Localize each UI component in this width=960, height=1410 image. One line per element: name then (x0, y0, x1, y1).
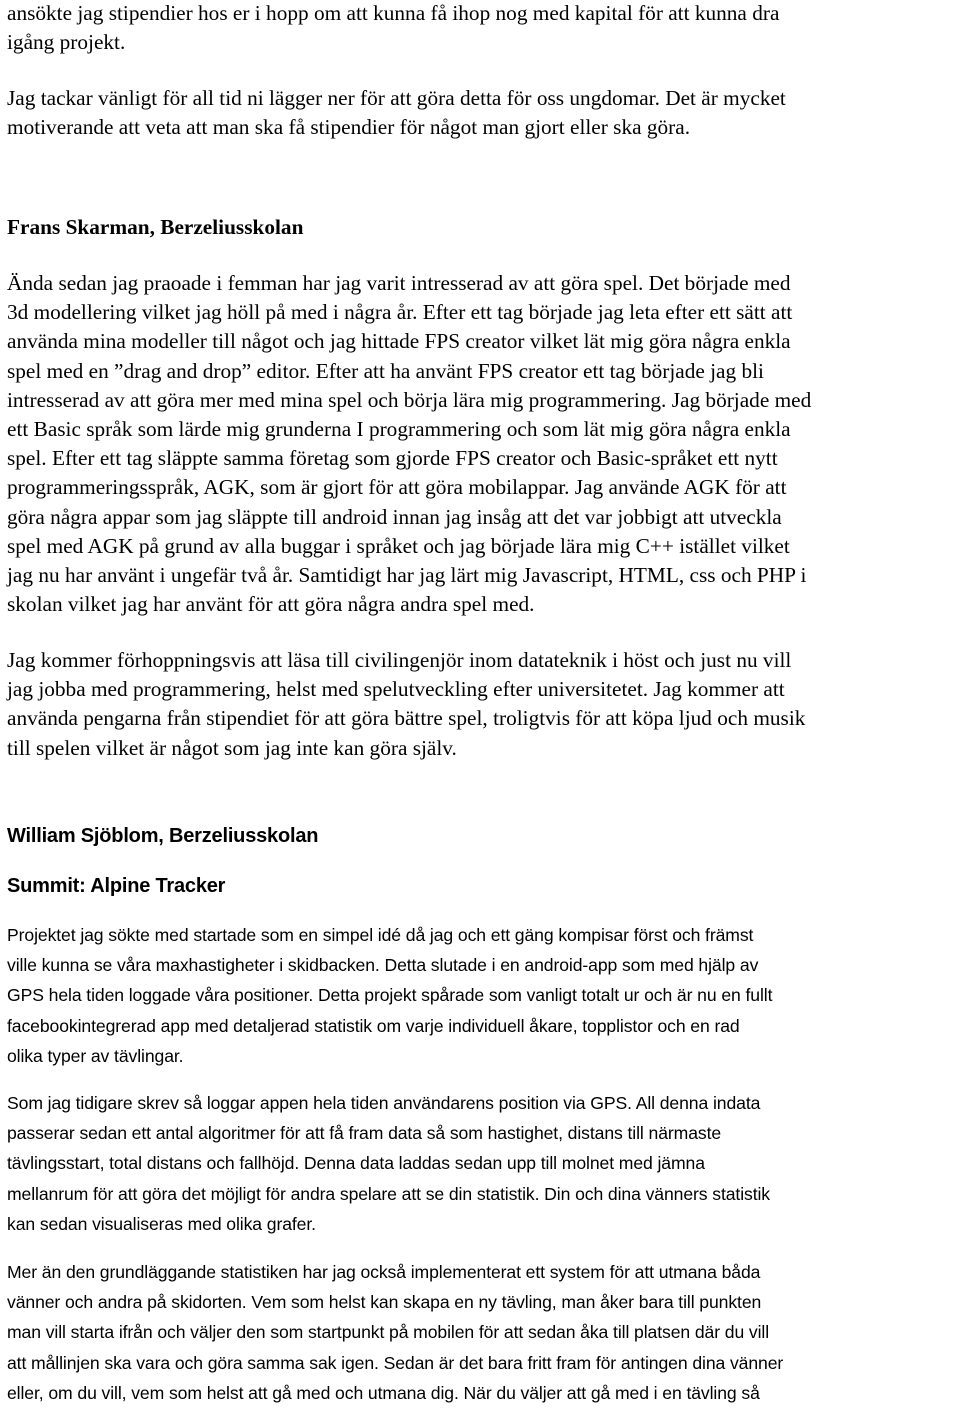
frans-heading: Frans Skarman, Berzeliusskolan (7, 215, 304, 239)
text-line: Ända sedan jag praoade i femman har jag varit intresserad av att göra spel. Det började med (7, 271, 791, 295)
text-line: man vill starta ifrån och väljer den som startpunkt på mobilen för att sedan åka till platsen där du vill (7, 1322, 770, 1343)
william-heading: William Sjöblom, Berzeliusskolan (7, 825, 319, 847)
text-line: använda mina modeller till något och jag hittade FPS creator vilket lät mig göra några enkla (7, 329, 791, 354)
text-line: göra några appar som jag släppte till android innan jag insåg att det var jobbigt att utveckla (7, 504, 782, 529)
frans-paragraph-1 (7, 269, 811, 619)
text-line: ett Basic språk som lärde mig grunderna I programmering och som lät mig göra några enkla (7, 417, 791, 442)
text-line: skolan vilket jag har använt för att göra några andra spel med. (7, 592, 535, 617)
text-line: använda pengarna från stipendiet för att göra bättre spel, troligtvis för att köpa ljud och musik (7, 706, 806, 731)
text-line: programmeringsspråk, AGK, som är gjort för att göra mobilappar. Jag använde AGK för att (7, 475, 787, 500)
text-line: facebookintegrerad app med detaljerad statistik om varje individuell åkare, topplistor och en rad (7, 1015, 740, 1036)
text-line: Jag tackar vänligt för all tid ni lägger ner för att göra detta för oss ungdomar. Det är mycket (7, 86, 786, 110)
text-line: spel. Efter ett tag släppte samma företag som gjorde FPS creator och Basic-språket ett nytt (7, 446, 778, 471)
summit-subheading: Summit: Alpine Tracker (7, 875, 226, 897)
frans-paragraph-2 (7, 646, 805, 763)
text-line: till spelen vilket är något som jag inte kan göra själv. (7, 735, 457, 760)
text-line: spel med en ”drag and drop” editor. Efter att ha använt FPS creator ett tag började jag bli (7, 358, 764, 383)
text-line: igång projekt. (7, 30, 126, 55)
intro-paragraph-1 (7, 0, 779, 57)
text-line: GPS hela tiden loggade våra positioner. Detta projekt spårade som vanligt totalt ur och är nu en fullt (7, 985, 773, 1006)
text-line: ville kunna se våra maxhastigheter i skidbacken. Detta slutade i en android-app som med hjälp av (7, 955, 759, 976)
william-paragraph-1 (7, 920, 772, 1071)
text-line: tävlingsstart, total distans och fallhöjd. Denna data laddas sedan upp till molnet med jämna (7, 1153, 705, 1174)
text-line: mellanrum för att göra det möjligt för andra spelare att se din statistik. Din och dina vänners statistik (7, 1183, 771, 1204)
text-line: motiverande att veta att man ska få stipendier för något man gjort eller ska göra. (7, 115, 691, 140)
intro-paragraph-2 (7, 84, 786, 142)
text-line: jag nu har använt i ungefär två år. Samtidigt har jag lärt mig Javascript, HTML, css och PHP i (7, 563, 807, 588)
text-line: olika typer av tävlingar. (7, 1045, 184, 1066)
text-line: kan sedan visualiseras med olika grafer. (7, 1213, 316, 1234)
text-line: Som jag tidigare skrev så loggar appen hela tiden användarens position via GPS. All denna indata (7, 1093, 761, 1113)
text-line: eller, om du vill, vem som helst att gå med och utmana dig. När du väljer att gå med i en tävling så (7, 1382, 760, 1403)
text-line: passerar sedan ett antal algoritmer för att få fram data så som hastighet, distans till närmaste (7, 1123, 722, 1144)
text-line: vänner och andra på skidorten. Vem som helst kan skapa en ny tävling, man åker bara till punkten (7, 1292, 762, 1313)
text-line: Jag kommer förhoppningsvis att läsa till civilingenjör inom datateknik i höst och just nu vill (7, 648, 792, 672)
text-line: Mer än den grundläggande statistiken har jag också implementerat ett system för att utmana båda (7, 1262, 761, 1282)
text-line: ansökte jag stipendier hos er i hopp om att kunna få ihop nog med kapital för att kunna dra (7, 1, 780, 25)
text-line: jag jobba med programmering, helst med spelutveckling efter universitetet. Jag kommer att (7, 677, 785, 702)
text-line: spel med AGK på grund av alla buggar i språket och jag började lära mig C++ istället vilket (7, 533, 790, 558)
text-line: Projektet jag sökte med startade som en simpel idé då jag och ett gäng kompisar först och främst (7, 925, 754, 945)
william-paragraph-2 (7, 1088, 770, 1239)
text-line: att mållinjen ska vara och göra samma sak igen. Sedan är det bara fritt fram för antingen dina vänner (7, 1352, 784, 1373)
text-line: intresserad av att göra mer med mina spel och börja lära mig programmering. Jag började med (7, 387, 812, 412)
william-paragraph-3 (7, 1257, 783, 1408)
text-line: 3d modellering vilket jag höll på med i några år. Efter ett tag började jag leta efter ett sätt att (7, 300, 793, 325)
